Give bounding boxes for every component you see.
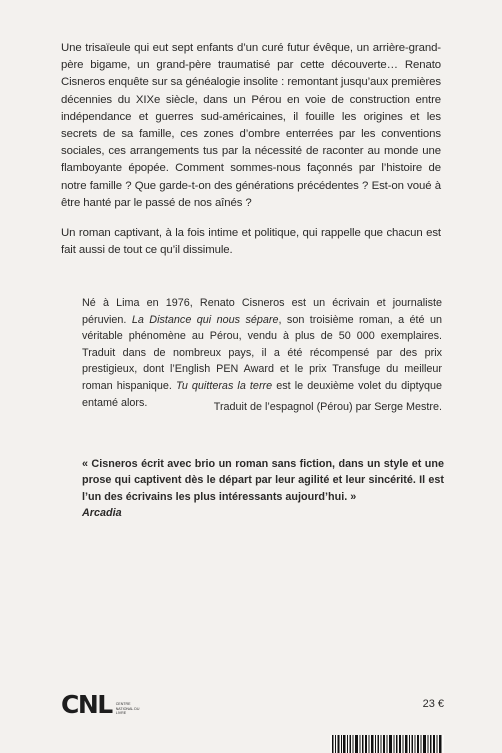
price-label: 23 € [422, 698, 444, 710]
cnl-logo-subtitle: CENTRE NATIONAL DU LIVRE [115, 702, 140, 715]
translator-credit: Traduit de l’espagnol (Pérou) par Serge Mestre. [213, 401, 442, 413]
bio-text-1: Né à Lima en 1976, Renato Cisneros est un écrivain et journaliste péruvien. [82, 297, 442, 326]
bio-book-title-2: Tu quitteras la terre [176, 379, 273, 392]
barcode-graphic [330, 735, 444, 753]
summary-paragraph: Une trisaïeule qui eut sept enfants d’un curé futur évêque, un arrière-grand-père bigame, un grand-père traumatisé par cette découverte… Renato Cisneros enquête sur sa généalogie insolite : remontant jusqu’aux premières décennies du XIXe siècle, dans un Pérou en voie de construction entre indépendance et guerres sud-américaines, il fouille les origines et les secrets de sa famille, ces zones d’ombre enterrées par les conventions sociales, ces arrangements tus par la nécessité de raconter au monde une flamboyante épopée. Comment sommes-nous façonnés par l’histoire de notre famille ? Que garde-t-on des générations précédentes ? Est-on voué à être hanté par le passé de nos aînés ? [61, 42, 441, 209]
cnl-logo-mark: CNL [61, 690, 112, 719]
tagline-paragraph: Un roman captivant, à la fois intime et politique, qui rappelle que chacun est fait aussi de tout ce qu’il dissimule. [61, 227, 441, 257]
author-bio [82, 295, 442, 411]
press-quote: « Cisneros écrit avec brio un roman sans fiction, dans un style et une prose qui captivent dès le départ par leur agilité et leur sincérité. Il est l’un des écrivains les plus intéressants aujourd’hui. » [82, 458, 444, 503]
cnl-logo [61, 683, 142, 717]
bio-book-title-1: La Distance qui nous sépare [131, 313, 279, 326]
bio-text-3: est le deuxième volet du diptyque entamé alors. [82, 379, 442, 409]
press-quote-source: Arcadia [82, 507, 122, 519]
barcode [330, 735, 444, 753]
bio-text-2: , son troisième roman, a été un véritable phénomène au Pérou, vendu à plus de 50 000 exemplaires. Traduit dans de nombreux pays, il a été récompensé par des prix prestigieux, dont l’English PEN Award et le prix Transfuge du meilleur roman hispanique. [82, 313, 442, 392]
